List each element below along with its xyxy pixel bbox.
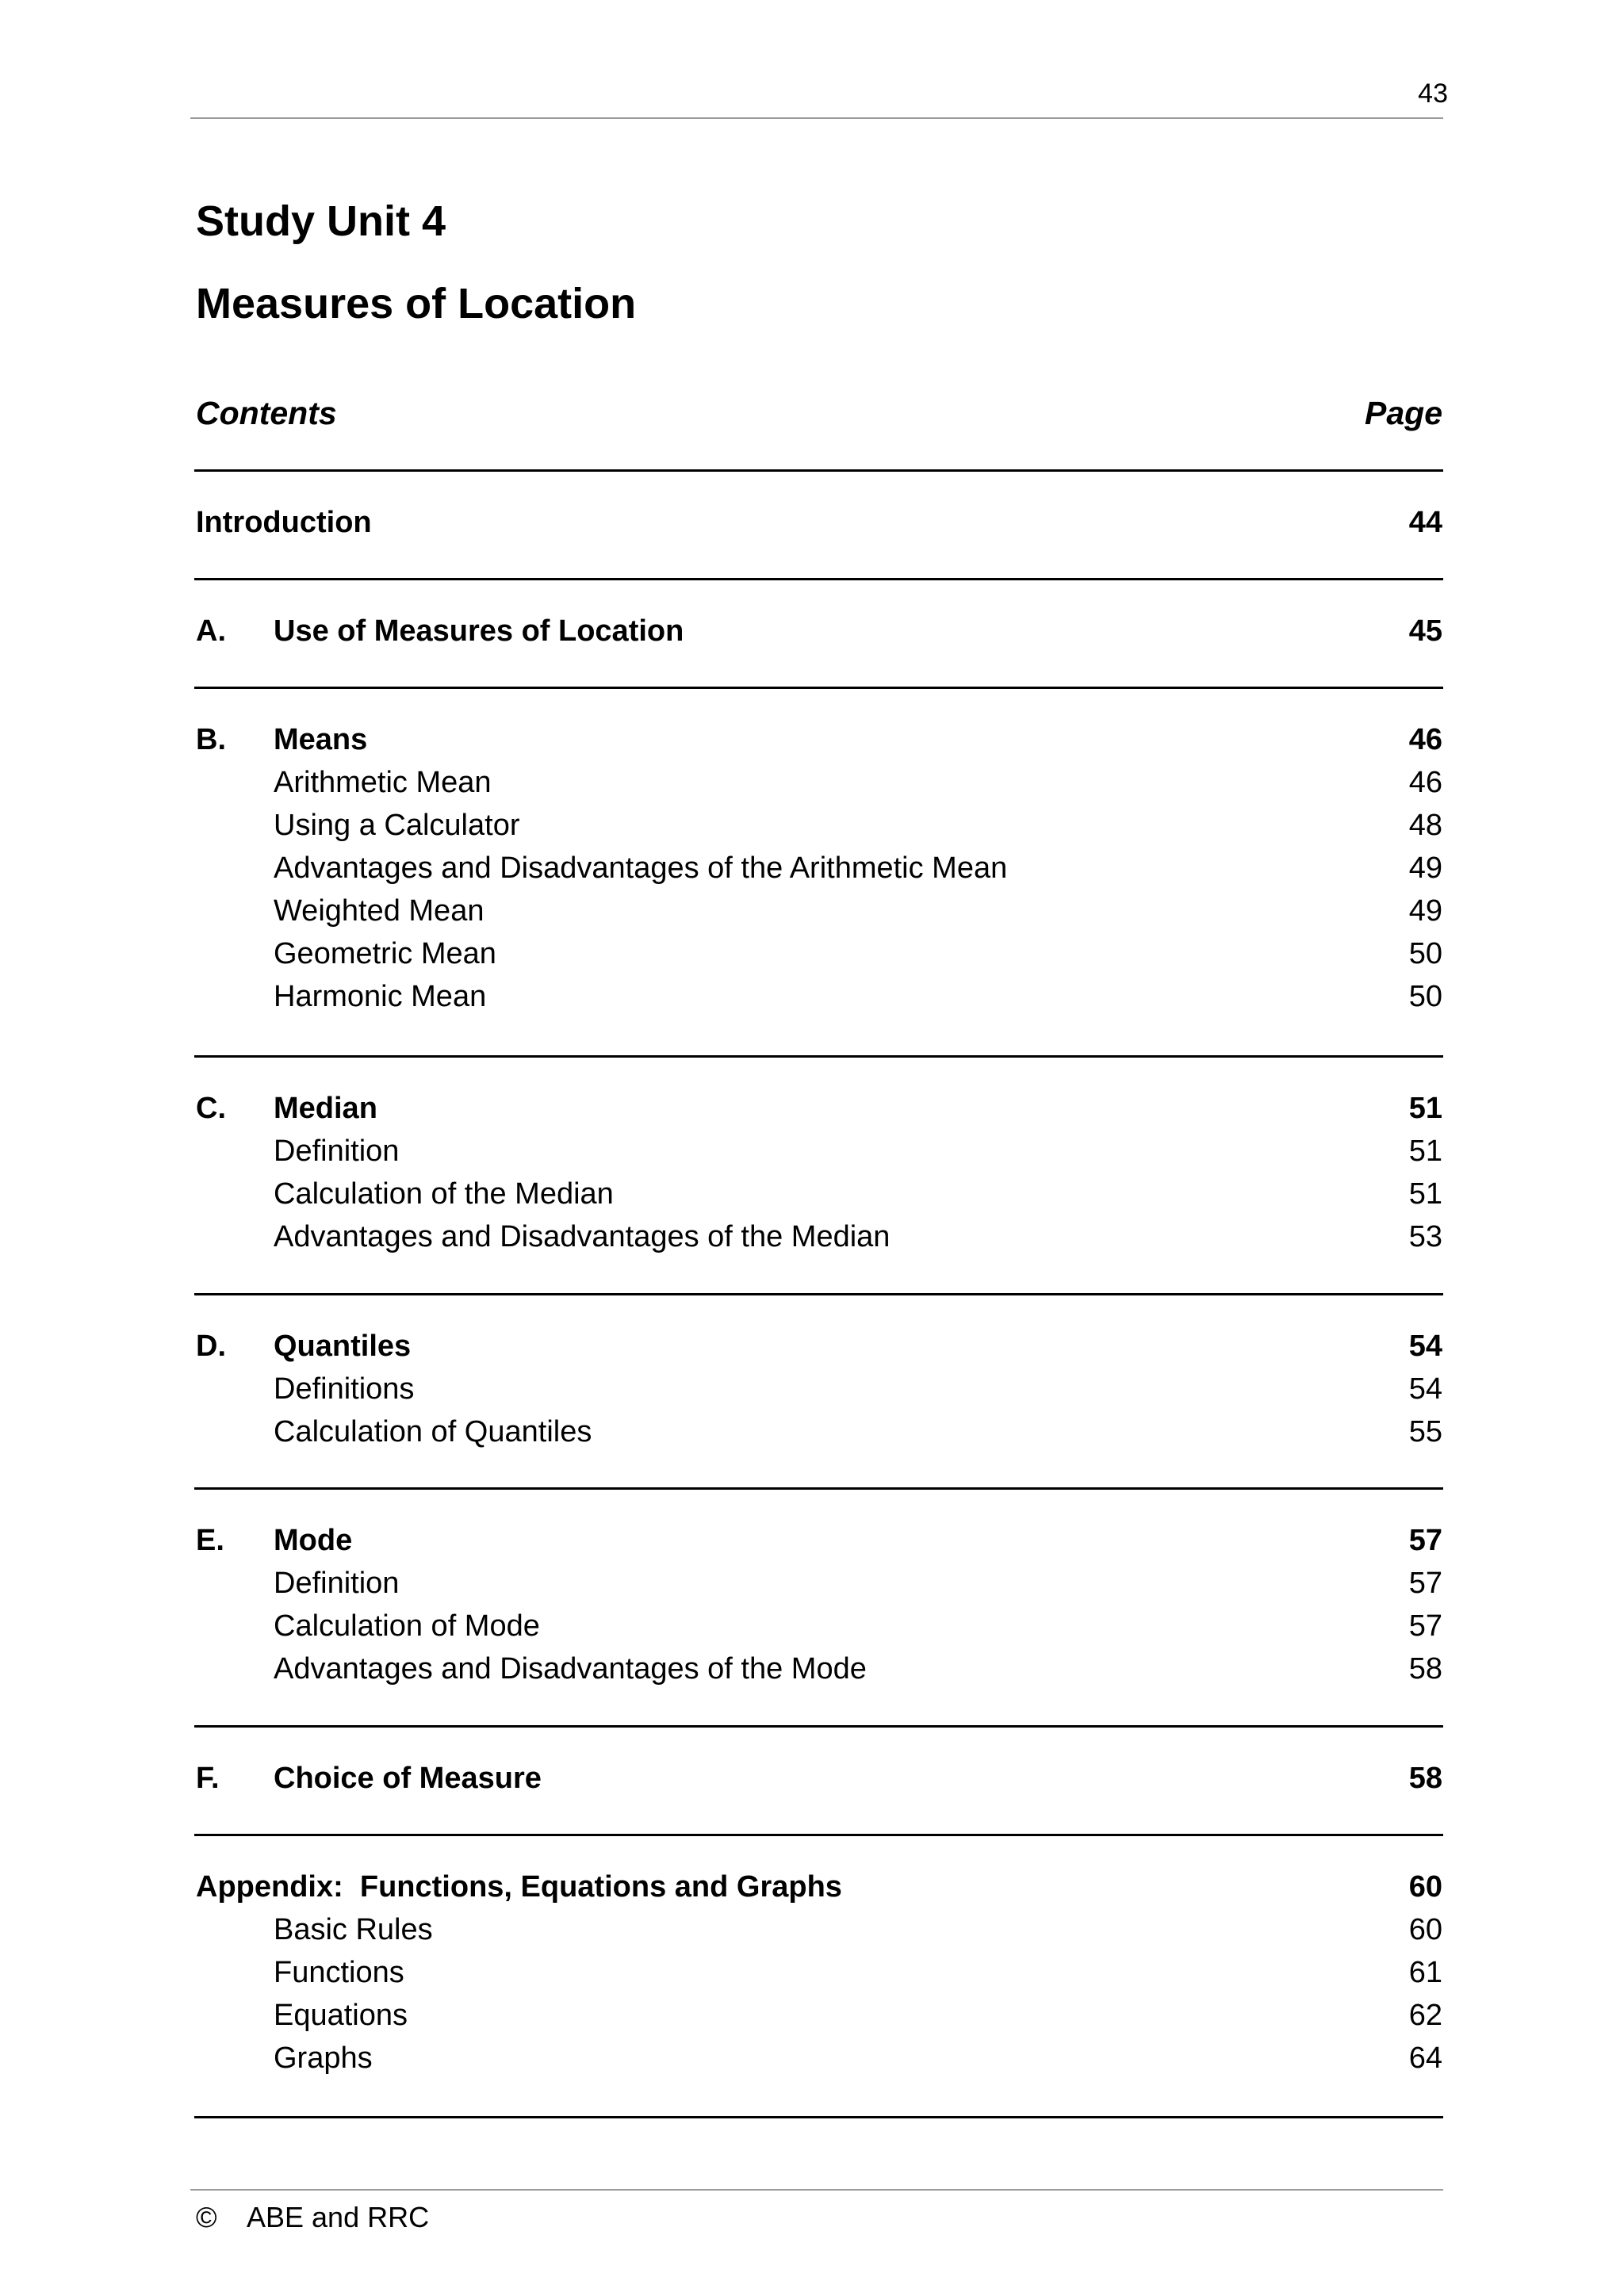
section-title: Means <box>274 723 368 756</box>
section-title: Use of Measures of Location <box>274 614 684 648</box>
section-title: Choice of Measure <box>274 1762 542 1795</box>
item-title: Harmonic Mean <box>274 980 487 1013</box>
toc-item[interactable] <box>196 847 1442 890</box>
toc-item[interactable] <box>196 1994 1442 2037</box>
toc-item[interactable] <box>196 932 1442 975</box>
contents-header <box>196 393 1442 433</box>
header-rule <box>190 117 1443 119</box>
item-title: Definition <box>274 1135 400 1168</box>
toc-item[interactable] <box>196 1410 1442 1453</box>
section-page: 60 <box>1408 1870 1442 1904</box>
toc-item[interactable] <box>196 1130 1442 1173</box>
section-page: 51 <box>1408 1092 1442 1125</box>
toc-item[interactable] <box>196 1951 1442 1994</box>
item-title: Calculation of the Median <box>274 1177 614 1211</box>
item-page: 57 <box>1408 1567 1442 1600</box>
item-title: Arithmetic Mean <box>274 766 492 799</box>
item-page: 58 <box>1408 1652 1442 1686</box>
section-page: 46 <box>1408 723 1442 756</box>
copyright-icon: © <box>196 2201 217 2233</box>
toc-section-f[interactable] <box>196 1757 1442 1800</box>
toc-divider <box>194 1055 1443 1058</box>
section-page: 58 <box>1408 1762 1442 1795</box>
item-title: Calculation of Mode <box>274 1609 540 1643</box>
section-page: 54 <box>1408 1330 1442 1363</box>
section-letter: A. <box>196 614 226 648</box>
toc-divider <box>194 2116 1443 2118</box>
contents-label: Contents <box>196 395 337 431</box>
item-page: 62 <box>1408 1999 1442 2032</box>
section-letter: D. <box>196 1330 226 1363</box>
toc-divider <box>194 1834 1443 1836</box>
toc-item[interactable] <box>196 2037 1442 2080</box>
item-page: 55 <box>1408 1415 1442 1448</box>
page-number: 43 <box>1418 78 1448 109</box>
toc-item[interactable] <box>196 1368 1442 1410</box>
unit-title: Measures of Location <box>196 280 637 327</box>
toc-divider <box>194 469 1443 472</box>
item-page: 64 <box>1408 2042 1442 2075</box>
section-title: Mode <box>274 1524 353 1557</box>
section-letter: B. <box>196 723 226 756</box>
item-title: Advantages and Disadvantages of the Arithmetic Mean <box>274 851 1008 885</box>
item-page: 60 <box>1408 1913 1442 1946</box>
item-title: Equations <box>274 1999 408 2032</box>
item-page: 48 <box>1408 809 1442 842</box>
item-page: 46 <box>1408 766 1442 799</box>
section-letter: F. <box>196 1762 220 1795</box>
toc-item[interactable] <box>196 1562 1442 1605</box>
item-title: Geometric Mean <box>274 937 496 970</box>
item-title: Basic Rules <box>274 1913 433 1946</box>
section-letter: E. <box>196 1524 224 1557</box>
item-page: 54 <box>1408 1372 1442 1406</box>
section-letter: C. <box>196 1092 226 1125</box>
item-title: Advantages and Disadvantages of the Mode <box>274 1652 867 1686</box>
item-page: 50 <box>1408 980 1442 1013</box>
toc-divider <box>194 1293 1443 1295</box>
item-page: 49 <box>1408 894 1442 928</box>
item-page: 50 <box>1408 937 1442 970</box>
item-title: Using a Calculator <box>274 809 520 842</box>
item-title: Definition <box>274 1567 400 1600</box>
item-title: Calculation of Quantiles <box>274 1415 592 1448</box>
toc-section-introduction[interactable] <box>196 501 1442 544</box>
toc-divider <box>194 1725 1443 1728</box>
toc-item[interactable] <box>196 1173 1442 1215</box>
item-page: 61 <box>1408 1956 1442 1989</box>
section-page: 57 <box>1408 1524 1442 1557</box>
section-title: Median <box>274 1092 377 1125</box>
toc-divider <box>194 687 1443 689</box>
item-title: Graphs <box>274 2042 373 2075</box>
toc-section-e[interactable] <box>196 1519 1442 1562</box>
footer-text: ABE and RRC <box>247 2201 430 2233</box>
toc-section-appendix[interactable] <box>196 1866 1442 1908</box>
item-page: 57 <box>1408 1609 1442 1643</box>
toc-item[interactable] <box>196 1647 1442 1690</box>
section-title: Introduction <box>196 506 372 539</box>
toc-divider <box>194 578 1443 580</box>
section-page: 44 <box>1408 506 1442 539</box>
item-page: 51 <box>1408 1135 1442 1168</box>
section-title: Quantiles <box>274 1330 412 1363</box>
toc-section-c[interactable] <box>196 1087 1442 1130</box>
toc-item[interactable] <box>196 1215 1442 1258</box>
item-title: Functions <box>274 1956 404 1989</box>
toc-section-d[interactable] <box>196 1325 1442 1368</box>
section-page: 45 <box>1408 614 1442 648</box>
study-unit-label: Study Unit 4 <box>196 197 446 245</box>
item-title: Advantages and Disadvantages of the Median <box>274 1220 891 1253</box>
item-page: 53 <box>1408 1220 1442 1253</box>
toc-section-b[interactable] <box>196 718 1442 761</box>
item-page: 49 <box>1408 851 1442 885</box>
item-page: 51 <box>1408 1177 1442 1211</box>
item-title: Weighted Mean <box>274 894 485 928</box>
page-label: Page <box>1365 395 1442 431</box>
item-title: Definitions <box>274 1372 415 1406</box>
toc-item[interactable] <box>196 804 1442 847</box>
section-title: Appendix: Functions, Equations and Graphs <box>196 1870 842 1904</box>
toc-divider <box>194 1487 1443 1490</box>
toc-item[interactable] <box>196 975 1442 1018</box>
footer-rule <box>190 2189 1443 2191</box>
toc-item[interactable] <box>196 1605 1442 1647</box>
toc-section-a[interactable] <box>196 610 1442 652</box>
toc-item[interactable] <box>196 761 1442 804</box>
toc-item[interactable] <box>196 890 1442 932</box>
toc-item[interactable] <box>196 1908 1442 1951</box>
